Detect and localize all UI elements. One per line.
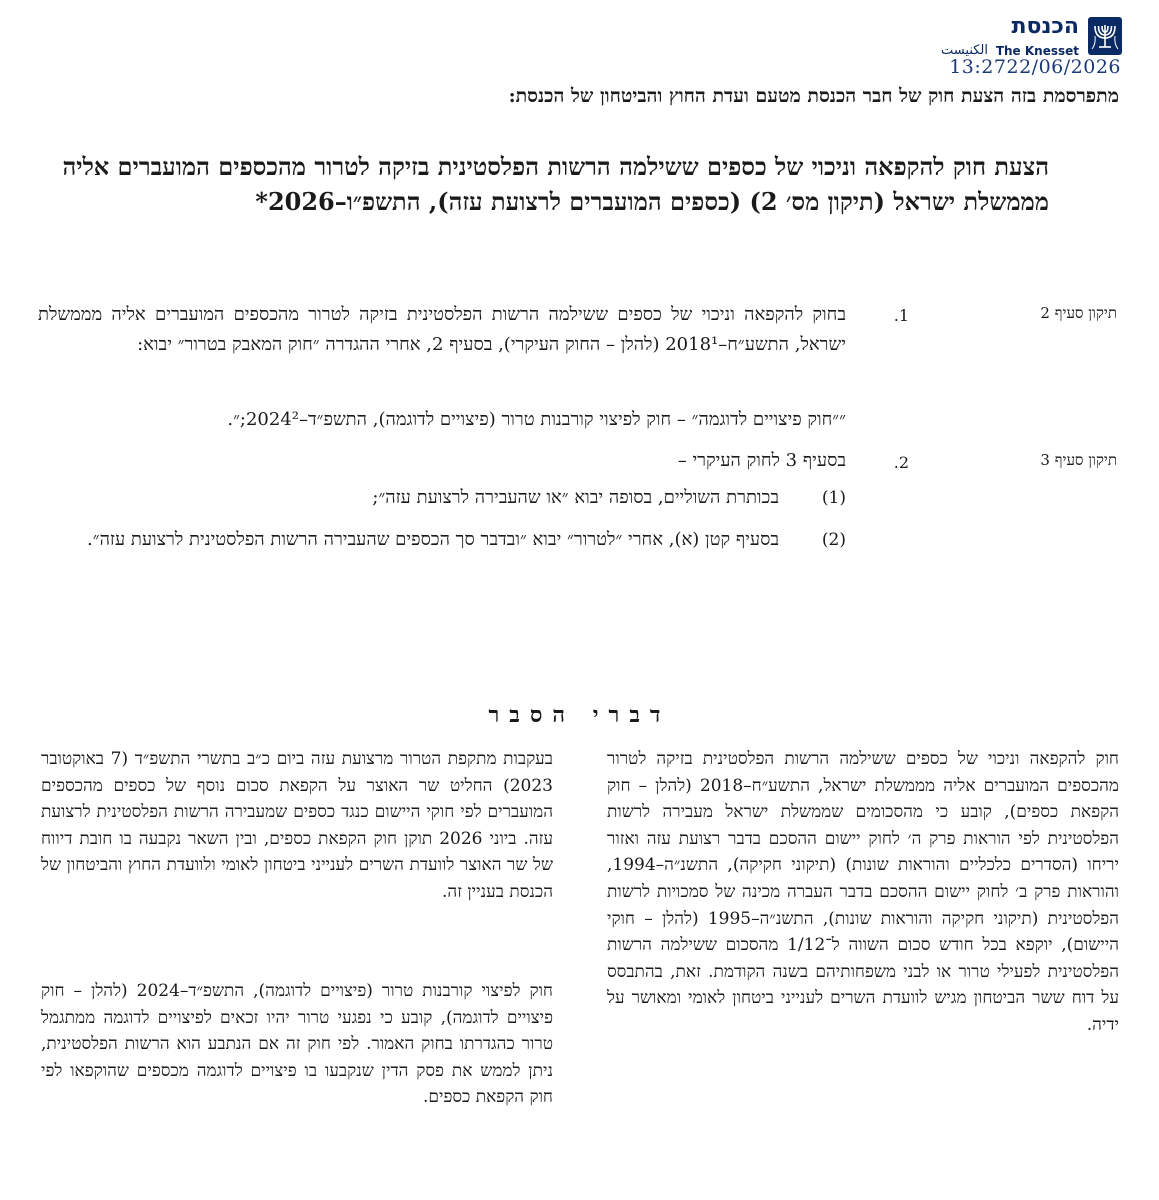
bill-title: הצעת חוק להקפאה וניכוי של כספים ששילמה הרשות הפלסטינית בזיקה לטרור מהכספים המועברים אליה מממשלת ישראל (תיקון מס׳ 2) (כספים המועברים לרצועת עזה), התשפ״ו–2026* [62,152,1049,216]
section-2-lead: בסעיף 3 לחוק העיקרי – [677,450,846,471]
org-name-arabic: الكنيست [941,43,988,58]
section-2-item-1-number: (1) [821,488,846,508]
section-2-item-1-text: בכותרת השוליים, בסופה יבוא ״או שהעבירה לרצועת עזה״; [372,487,779,508]
section-1-text: בחוק להקפאה וניכוי של כספים ששילמה הרשות הפלסטינית בזיקה לטרור מהכספים המועברים אליה מממשלת ישראל, התשע״ח–2018¹ (להלן – החוק העיקרי), בסעיף 2, אחרי ההגדרה ״חוק המאבק בטרור״ יבוא: [38,304,846,355]
date-stamp: 22/06/2026 [1006,56,1121,78]
org-name-hebrew: הכנסת [1011,14,1079,39]
section-2-item-2-number: (2) [821,530,846,550]
org-name-english: The Knesset [995,44,1079,58]
explanation-left-paragraph-2: חוק לפיצוי קורבנות טרור (פיצויים לדוגמה), התשפ״ד–2024 (להלן – חוק פיצויים לדוגמה), קובע כי נפגעי טרור יהיו זכאים לפיצויים לדוגמה ממתגמל טרור כהגדרתו בחוק האמור. לפי חוק זה אם הנתבע הוא הרשות הפלסטינית, ניתן לממש את פסק הדין שנקבעו בו פיצויים לדוגמה מכספים שהוקפאו לפי חוק הקפאת כספים. [41,981,553,1108]
publication-intro: מתפרסמת בזה הצעת חוק של חבר הכנסת מטעם ועדת החוץ והביטחון של הכנסת: [508,85,1119,107]
explanation-left-paragraph-1: בעקבות מתקפת הטרור מרצועת עזה ביום כ״ב בתשרי התשפ״ד (7 באוקטובר 2023) החליט שר האוצר על הקפאת סכום נוסף של כספים מהכספים המועברים לפי חוקי היישום כנגד כספים שמעבירה הרשות הפלסטינית לרצועת עזה. ביוני 2026 תוקן חוק הקפאת כספים, ובין השאר נקבעה בו חובת דיווח של שר האוצר לוועדת השרים לענייני ביטחון לאומי ולוועדת החוץ והביטחון של הכנסת בעניין זה. [41,749,553,902]
section-2-item-2-text: בסעיף קטן (א), אחרי ״לטרור״ יבוא ״ובדבר סך הכספים שהעבירה הרשות הפלסטינית לרצועת עזה״. [87,529,779,550]
section-2-number: 2. [893,453,909,472]
section-1-margin-label: תיקון סעיף 2 [1040,304,1117,322]
section-1-insert: ״״חוק פיצויים לדוגמה״ – חוק לפיצוי קורבנות טרור (פיצויים לדוגמה), התשפ״ד–2024²;״. [227,409,846,430]
time-stamp: 13:27 [949,56,1007,78]
explanation-right-column: חוק להקפאה וניכוי של כספים ששילמה הרשות הפלסטינית בזיקה לטרור מהכספים המועברים אליה מממשלת ישראל, התשע״ח–2018 (להלן – חוק הקפאת כספים), קובע כי מהסכומים שממשלת ישראל מעבירה לרשות הפלסטינית לפי הוראות פרק ה׳ לחוק יישום ההסכם בדבר רצועת עזה ואזור יריחו (הסדרים כלכליים והוראות שונות) (תיקוני חקיקה), התשנ״ה–1994, והוראות פרק ב׳ לחוק יישום ההסכם בדבר העברה מכינה של סמכויות לרשות הפלסטינית (תיקוני חקיקה והוראות שונות), התשנ״ה–1995 (להלן – חוקי היישום), יוקפא בכל חודש סכום השווה ל־1/12 מהסכום ששילמה הרשות הפלסטינית לפעילי טרור או לבני משפחותיהם בשנה הקודמת. זאת, בהתבסס על דוח ששר הביטחון מגיש לוועדת השרים לענייני ביטחון לאומי ומאושר על ידיה. [607,749,1119,1035]
menorah-emblem-icon [1087,16,1123,56]
section-2-margin-label: תיקון סעיף 3 [1040,451,1117,469]
section-1-number: 1. [893,306,909,325]
timestamp [923,56,1121,78]
explanatory-notes-heading: דברי הסבר [488,702,671,728]
